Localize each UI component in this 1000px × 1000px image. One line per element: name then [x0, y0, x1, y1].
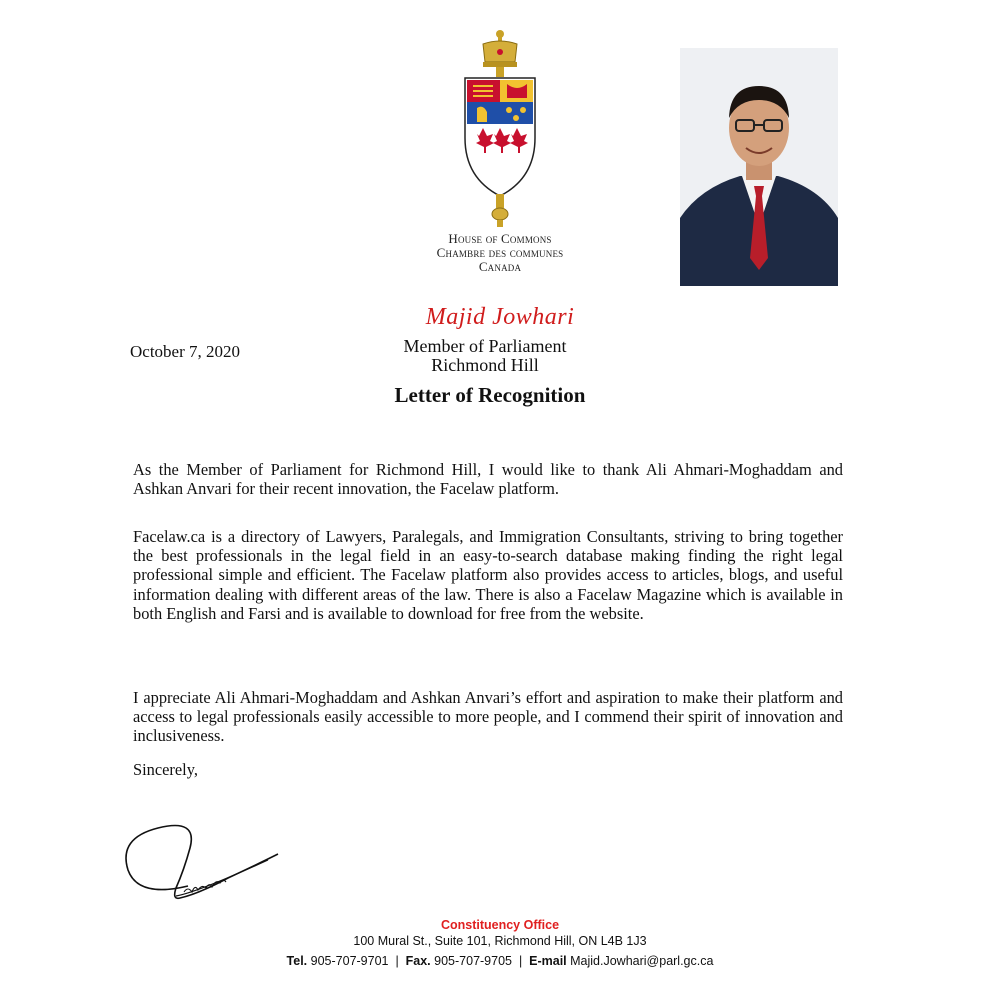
mp-name-script: Majid Jowhari	[425, 304, 575, 330]
tel-label: Tel.	[286, 954, 308, 968]
email-address[interactable]: Majid.Jowhari@parl.gc.ca	[570, 954, 714, 968]
house-fr: Chambre des communes	[436, 245, 564, 260]
tel-number: 905-707-9701	[310, 954, 389, 968]
fax-label: Fax.	[405, 954, 431, 968]
house-of-commons-crest	[445, 28, 555, 228]
mp-portrait	[680, 48, 838, 286]
mp-title-block	[330, 337, 640, 375]
letter-paragraph-1: As the Member of Parliament for Richmond Hill, I would like to thank Ali Ahmari-Moghaddam and Ashkan Anvari for their recent innovation, the Facelaw platform.	[133, 460, 843, 499]
letter-closing: Sincerely,	[133, 760, 198, 779]
fax-number: 905-707-9705	[434, 954, 512, 968]
office-address: 100 Mural St., Suite 101, Richmond Hill, ON L4B 1J3	[353, 934, 647, 948]
constituency-office-label: Constituency Office	[440, 918, 560, 932]
letter-paragraph-3: I appreciate Ali Ahmari-Moghaddam and Ashkan Anvari’s effort and aspiration to make their platform and access to legal professionals easily accessible to more people, and I commend their spirit of innovation and inclusiveness.	[133, 688, 843, 746]
office-contact-line: Tel. 905-707-9701 | Fax. 905-707-9705 | E-mail Majid.Jowhari@parl.gc.ca	[286, 954, 714, 968]
email-label: E-mail	[529, 954, 567, 968]
house-of-commons-wordmark	[380, 232, 620, 274]
letter-title: Letter of Recognition	[394, 383, 586, 407]
letter-paragraph-2: Facelaw.ca is a directory of Lawyers, Paralegals, and Immigration Consultants, striving to bring together the best professionals in the legal field in an easy-to-search database making finding the right legal professional simple and efficient. The Facelaw platform also provides access to articles, blogs, and useful information dealing with different areas of the law. There is also a Facelaw Magazine which is available in both English and Farsi and is available to download for free from the website.	[133, 527, 843, 623]
mp-riding: Richmond Hill	[431, 355, 539, 375]
handwritten-signature	[118, 808, 288, 908]
house-en: House of Commons	[448, 231, 552, 246]
letter-date: October 7, 2020	[130, 342, 241, 361]
country: Canada	[478, 259, 522, 274]
mp-role: Member of Parliament	[403, 336, 567, 356]
